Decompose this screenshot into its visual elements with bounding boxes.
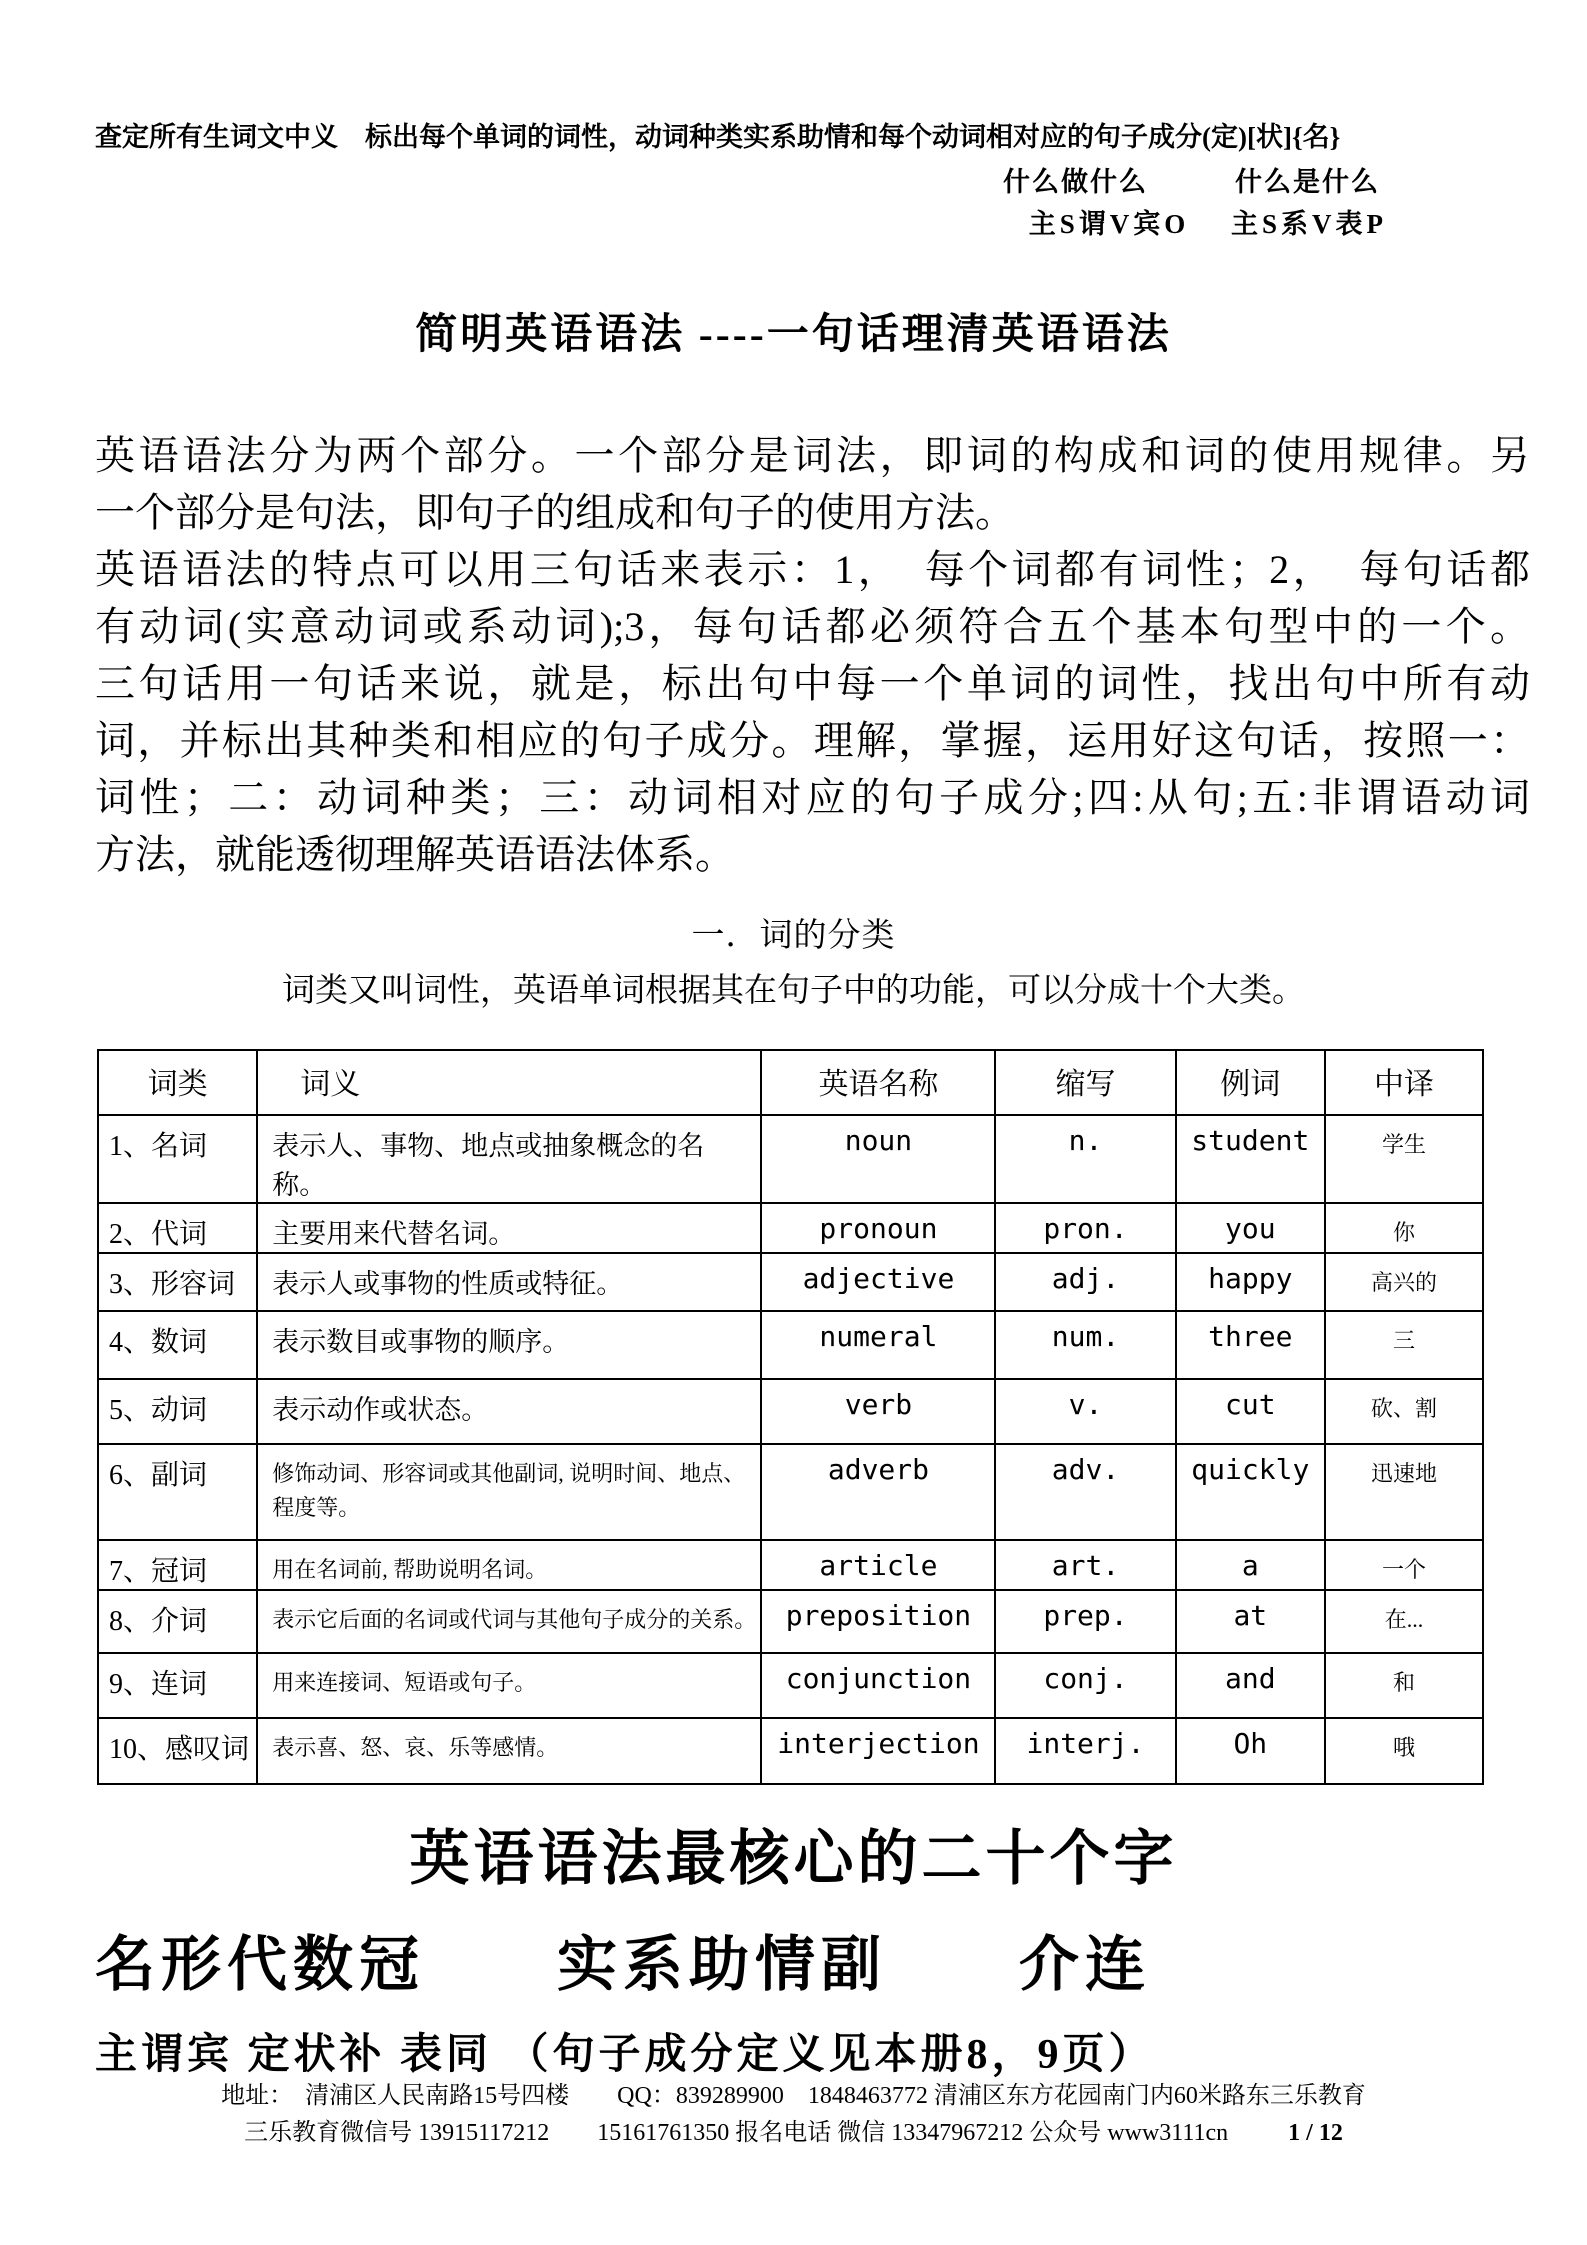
table-cell: quickly — [1176, 1444, 1326, 1540]
table-cell: cut — [1176, 1379, 1326, 1444]
table-cell: interj. — [995, 1718, 1175, 1784]
table-header-row — [98, 1050, 1483, 1115]
table-cell: 表示动作或状态。 — [257, 1379, 761, 1444]
table-cell: 迅速地 — [1325, 1444, 1483, 1540]
table-cell: 9、连词 — [98, 1653, 257, 1718]
column-header: 词类 — [98, 1050, 257, 1115]
table-cell: three — [1176, 1311, 1326, 1379]
table-cell: 和 — [1325, 1653, 1483, 1718]
table-row — [98, 1590, 1483, 1653]
table-cell: 用在名词前, 帮助说明名词。 — [257, 1540, 761, 1590]
table-cell: a — [1176, 1540, 1326, 1590]
table-cell: 表示喜、怒、哀、乐等感情。 — [257, 1718, 761, 1784]
footer-contact-line — [0, 2115, 1587, 2152]
table-cell: 一个 — [1325, 1540, 1483, 1590]
table-cell: n. — [995, 1115, 1175, 1203]
paragraph-line: 三句话用一句话来说，就是，标出句中每一个单词的词性，找出句中所有动 — [95, 661, 1530, 706]
table-cell: prep. — [995, 1590, 1175, 1653]
paragraph-line: 词性；二：动词种类；三：动词相对应的句子成分;四:从句;五:非谓语动词 — [95, 775, 1530, 820]
table-cell: 7、冠词 — [98, 1540, 257, 1590]
table-cell: 哦 — [1325, 1718, 1483, 1784]
paragraph-line: 方法，就能透彻理解英语语法体系。 — [95, 832, 735, 877]
paragraph-line: 一个部分是句法，即句子的组成和句子的使用方法。 — [95, 490, 1015, 535]
table-row — [98, 1540, 1483, 1590]
section-subheading: 词类又叫词性，英语单词根据其在句子中的功能，可以分成十个大类。 — [282, 973, 1305, 1009]
page-number: 1 / 12 — [1288, 2120, 1343, 2146]
table-cell: 主要用来代替名词。 — [257, 1203, 761, 1253]
paragraph-line: 有动词(实意动词或系动词);3，每句话都必须符合五个基本句型中的一个。 — [95, 604, 1530, 649]
table-cell: adj. — [995, 1253, 1175, 1311]
table-cell: 修饰动词、形容词或其他副词, 说明时间、地点、程度等。 — [257, 1444, 761, 1540]
column-header: 中译 — [1325, 1050, 1483, 1115]
table-cell: 三 — [1325, 1311, 1483, 1379]
table-cell: 4、数词 — [98, 1311, 257, 1379]
table-cell: 用来连接词、短语或句子。 — [257, 1653, 761, 1718]
table-cell: 表示人、事物、地点或抽象概念的名称。 — [257, 1115, 761, 1203]
page-title: 简明英语语法 ----一句话理清英语语法 — [415, 312, 1172, 358]
table-cell: 10、感叹词 — [98, 1718, 257, 1784]
column-header: 英语名称 — [761, 1050, 995, 1115]
column-header: 缩写 — [995, 1050, 1175, 1115]
table-cell: adv. — [995, 1444, 1175, 1540]
table-cell: 2、代词 — [98, 1203, 257, 1253]
table-cell: numeral — [761, 1311, 995, 1379]
table-row — [98, 1203, 1483, 1253]
table-cell: 8、介词 — [98, 1590, 257, 1653]
table-row — [98, 1718, 1483, 1784]
column-header: 例词 — [1176, 1050, 1326, 1115]
intro-paragraphs — [95, 427, 1530, 883]
paragraph-line: 英语语法的特点可以用三句话来表示：1， 每个词都有词性；2， 每句话都 — [95, 547, 1530, 592]
table-row — [98, 1653, 1483, 1718]
table-cell: adjective — [761, 1253, 995, 1311]
table-cell: and — [1176, 1653, 1326, 1718]
table-cell: 学生 — [1325, 1115, 1483, 1203]
table-cell: 表示人或事物的性质或特征。 — [257, 1253, 761, 1311]
table-row — [98, 1115, 1483, 1203]
table-cell: 砍、割 — [1325, 1379, 1483, 1444]
table-cell: article — [761, 1540, 995, 1590]
table-cell: pron. — [995, 1203, 1175, 1253]
section-heading: 一．词的分类 — [691, 918, 896, 954]
paragraph-line: 英语语法分为两个部分。一个部分是词法，即词的构成和词的使用规律。另 — [95, 433, 1530, 478]
table-cell: 1、名词 — [98, 1115, 257, 1203]
core-words-title: 英语语法最核心的二十个字 — [409, 1826, 1178, 1892]
table-cell: 3、形容词 — [98, 1253, 257, 1311]
footer-address-line: 地址： 清浦区人民南路15号四楼 QQ：839289900 1848463772 清浦区东方花园南门内60米路东三乐教育 — [221, 2083, 1366, 2109]
table-cell: happy — [1176, 1253, 1326, 1311]
annotation-line-3: 主S谓V宾O 主S系V表P — [1028, 209, 1387, 239]
table-cell: 高兴的 — [1325, 1253, 1483, 1311]
table-cell: student — [1176, 1115, 1326, 1203]
table-cell: you — [1176, 1203, 1326, 1253]
table-body — [98, 1115, 1483, 1784]
table-cell: 在... — [1325, 1590, 1483, 1653]
sentence-elements-line: 主谓宾 定状补 表同 （句子成分定义见本册8，9页） — [95, 2032, 1155, 2078]
table-row — [98, 1311, 1483, 1379]
table-cell: conj. — [995, 1653, 1175, 1718]
table-cell: at — [1176, 1590, 1326, 1653]
annotation-line-2: 什么做什么 什么是什么 — [1003, 167, 1380, 197]
footer-contact-text: 三乐教育微信号 13915117212 15161761350 报名电话 微信 13347967212 公众号 www3111cn — [244, 2120, 1229, 2146]
table-cell: 你 — [1325, 1203, 1483, 1253]
table-cell: art. — [995, 1540, 1175, 1590]
table-cell: conjunction — [761, 1653, 995, 1718]
table-cell: 表示数目或事物的顺序。 — [257, 1311, 761, 1379]
table-cell: v. — [995, 1379, 1175, 1444]
core-words-line: 名形代数冠 实系助情副 介连 — [95, 1932, 1151, 1998]
table-cell: noun — [761, 1115, 995, 1203]
table-cell: Oh — [1176, 1718, 1326, 1784]
paragraph-line: 词，并标出其种类和相应的句子成分。理解，掌握，运用好这句话，按照一： — [95, 718, 1530, 763]
table-row — [98, 1253, 1483, 1311]
table-cell: adverb — [761, 1444, 995, 1540]
table-cell: 表示它后面的名词或代词与其他句子成分的关系。 — [257, 1590, 761, 1653]
column-header: 词义 — [257, 1050, 761, 1115]
table-cell: pronoun — [761, 1203, 995, 1253]
annotation-line-1: 查定所有生词文中义 标出每个单词的词性，动词种类实系助情和每个动词相对应的句子成分(定)[状]{名} — [95, 122, 1341, 152]
table-cell: num. — [995, 1311, 1175, 1379]
page-footer — [0, 2078, 1587, 2152]
table-cell: interjection — [761, 1718, 995, 1784]
table-cell: 6、副词 — [98, 1444, 257, 1540]
table-cell: preposition — [761, 1590, 995, 1653]
table-row — [98, 1379, 1483, 1444]
table-row — [98, 1444, 1483, 1540]
parts-of-speech-table — [97, 1049, 1484, 1785]
table-cell: 5、动词 — [98, 1379, 257, 1444]
table-cell: verb — [761, 1379, 995, 1444]
